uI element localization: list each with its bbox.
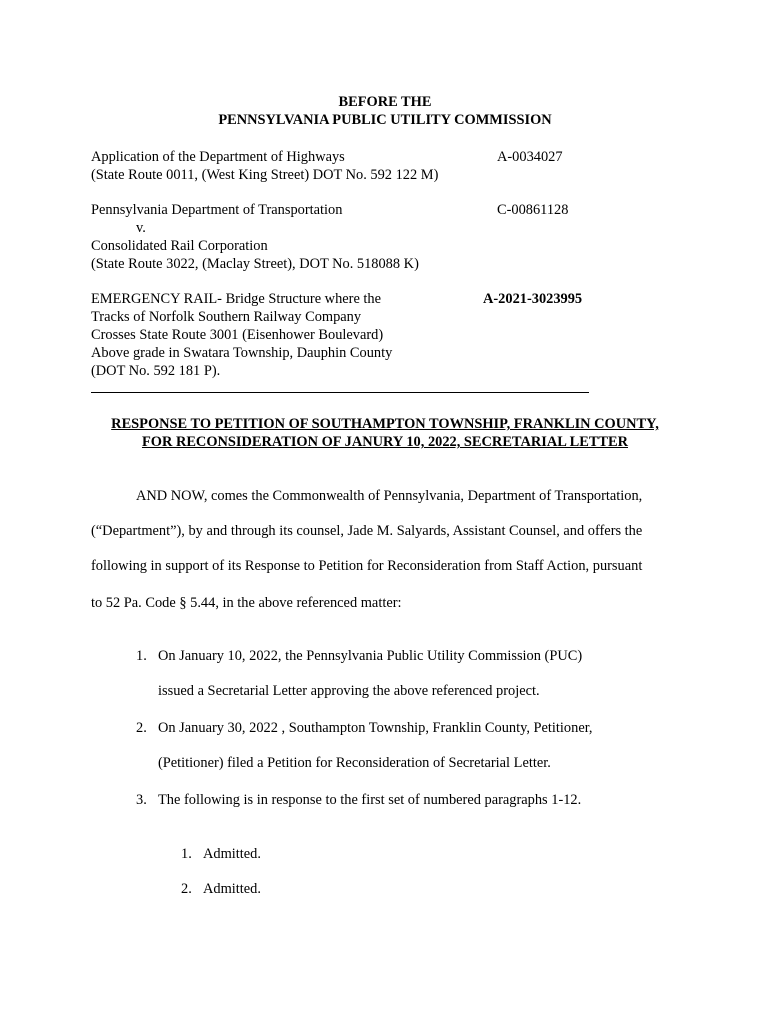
case3-line-1: EMERGENCY RAIL- Bridge Structure where the bbox=[91, 291, 382, 307]
case2-line-1: Pennsylvania Department of Transportation bbox=[91, 202, 343, 218]
case2-line-4: (State Route 3022, (Maclay Street), DOT No. 518088 K) bbox=[91, 256, 419, 272]
case1-docket-number: A-0034027 bbox=[497, 149, 563, 165]
sub-paragraph-2-number: 2. bbox=[181, 881, 192, 897]
sub-paragraph-1-number: 1. bbox=[181, 846, 192, 862]
paragraph-3-line-1: The following is in response to the first set of numbered paragraphs 1-12. bbox=[158, 792, 582, 808]
paragraph-2-number: 2. bbox=[136, 720, 147, 736]
paragraph-1-number: 1. bbox=[136, 648, 147, 664]
intro-line-4: to 52 Pa. Code § 5.44, in the above referenced matter: bbox=[91, 595, 402, 611]
paragraph-1-line-2: issued a Secretarial Letter approving the above referenced project. bbox=[158, 683, 540, 699]
paragraph-2-line-2: (Petitioner) filed a Petition for Reconsideration of Secretarial Letter. bbox=[158, 755, 551, 771]
case1-line-2: (State Route 0011, (West King Street) DOT No. 592 122 M) bbox=[91, 167, 439, 183]
case3-line-3: Crosses State Route 3001 (Eisenhower Boulevard) bbox=[91, 327, 384, 343]
sub-paragraph-2-text: Admitted. bbox=[203, 881, 261, 897]
case1-line-1: Application of the Department of Highways bbox=[91, 149, 345, 165]
paragraph-2-line-1: On January 30, 2022 , Southampton Township, Franklin County, Petitioner, bbox=[158, 720, 593, 736]
case3-line-5: (DOT No. 592 181 P). bbox=[91, 363, 221, 379]
intro-line-2: (“Department”), by and through its counsel, Jade M. Salyards, Assistant Counsel, and offers the bbox=[91, 523, 643, 539]
sub-paragraph-1-text: Admitted. bbox=[203, 846, 261, 862]
case3-line-4: Above grade in Swatara Township, Dauphin County bbox=[91, 345, 393, 361]
case2-docket-number: C-00861128 bbox=[497, 202, 569, 218]
intro-line-3: following in support of its Response to Petition for Reconsideration from Staff Action, pursuant bbox=[91, 558, 643, 574]
intro-line-1: AND NOW, comes the Commonwealth of Pennsylvania, Department of Transportation, bbox=[136, 488, 643, 504]
case2-line-3: Consolidated Rail Corporation bbox=[91, 238, 268, 254]
paragraph-1-line-1: On January 10, 2022, the Pennsylvania Public Utility Commission (PUC) bbox=[158, 648, 583, 664]
paragraph-3-number: 3. bbox=[136, 792, 147, 808]
header-commission-name: PENNSYLVANIA PUBLIC UTILITY COMMISSION bbox=[218, 112, 552, 128]
case3-line-2: Tracks of Norfolk Southern Railway Company bbox=[91, 309, 362, 325]
response-heading-line-1: RESPONSE TO PETITION OF SOUTHAMPTON TOWNSHIP, FRANKLIN COUNTY, bbox=[111, 416, 659, 432]
header-before-the: BEFORE THE bbox=[338, 94, 432, 110]
case3-docket-number: A-2021-3023995 bbox=[483, 291, 583, 307]
case2-line-2: v. bbox=[136, 220, 146, 236]
response-heading-line-2: FOR RECONSIDERATION OF JANURY 10, 2022, SECRETARIAL LETTER bbox=[141, 434, 629, 450]
caption-divider bbox=[91, 392, 589, 393]
